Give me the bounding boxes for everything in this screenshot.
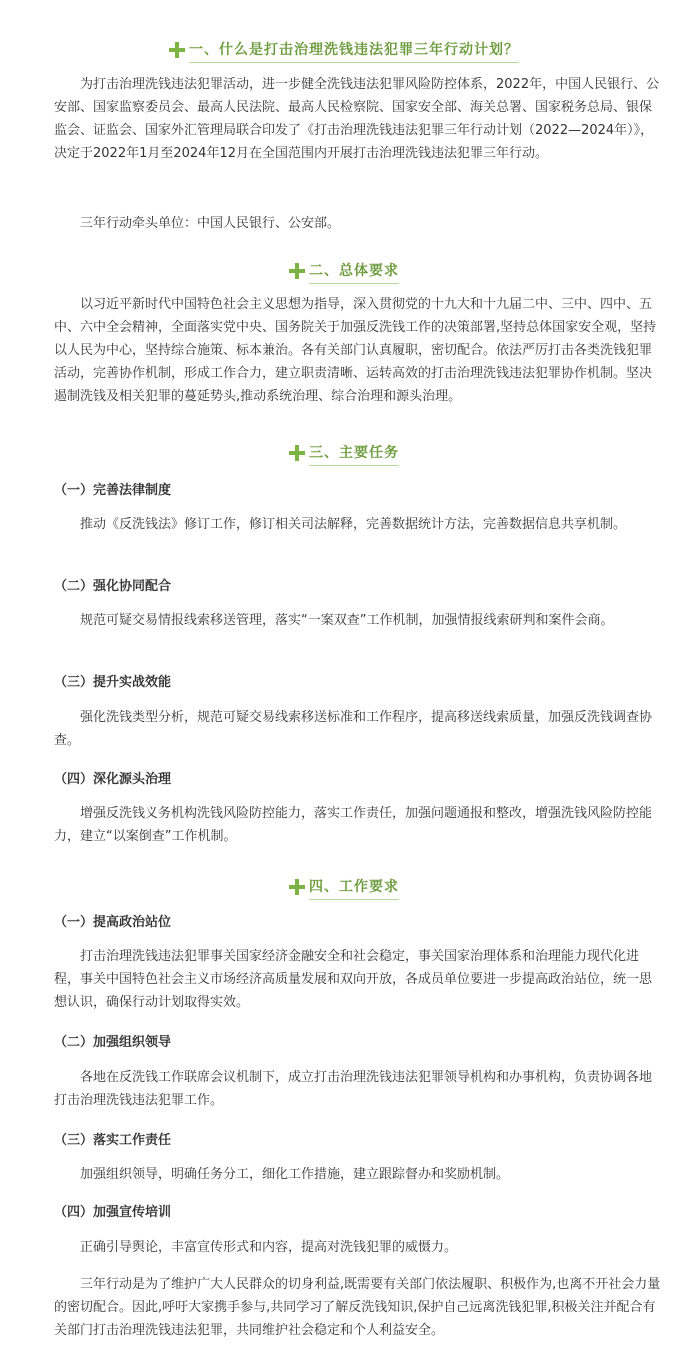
section-heading-text: 一、什么是打击治理洗钱违法犯罪三年行动计划？ <box>189 42 519 58</box>
plus-icon <box>289 445 305 461</box>
plus-icon <box>289 879 305 895</box>
subheading: （三）落实工作责任 <box>54 1133 172 1148</box>
subheading: （一）完善法律制度 <box>54 483 172 498</box>
subheading: （四）加强宣传培训 <box>54 1205 172 1220</box>
subheading: （一）提高政治站位 <box>54 915 172 930</box>
section-heading-text: 二、总体要求 <box>309 263 399 279</box>
section-heading-text: 三、主要任务 <box>309 445 399 461</box>
paragraph: 规范可疑交易情报线索移送管理，落实“一案双查”工作机制，加强情报线索研判和案件会商。 <box>80 613 614 628</box>
paragraph: 为打击治理洗钱违法犯罪活动，进一步健全洗钱违法犯罪风险防控体系，2022年，中国人民银行、公安部、国家监察委员会、最高人民法院、最高人民检察院、国家安全部、海关总署、国家税务总局、银保监会、证监会、国家外汇管理局联合印发了《打击治理洗钱违法犯罪三年行动计划（2022—2024年）》，决定于2022年1月至2024年12月在全国范围内开展打击治理洗钱违法犯罪三年行动。 <box>54 77 660 161</box>
section-heading-4 <box>0 877 688 901</box>
plus-icon <box>289 263 305 279</box>
paragraph: 三年行动牵头单位：中国人民银行、公安部。 <box>80 216 341 231</box>
section-heading-2 <box>0 261 688 285</box>
section-heading-text: 四、工作要求 <box>309 879 399 895</box>
subheading: （四）深化源头治理 <box>54 772 172 787</box>
subheading: （二）强化协同配合 <box>54 579 172 594</box>
paragraph: 正确引导舆论，丰富宣传形式和内容，提高对洗钱犯罪的威慑力。 <box>80 1240 458 1255</box>
closing-paragraph: 三年行动是为了维护广大人民群众的切身利益,既需要有关部门依法履职、积极作为,也离不开社会力量的密切配合。因此,呼吁大家携手参与,共同学习了解反洗钱知识,保护自己远离洗钱犯罪,积极关注并配合有关部门打击治理洗钱违法犯罪，共同维护社会稳定和个人利益安全。 <box>54 1277 661 1338</box>
plus-icon <box>169 42 185 58</box>
paragraph: 增强反洗钱义务机构洗钱风险防控能力，落实工作责任，加强问题通报和整改，增强洗钱风险防控能力，建立“以案倒查”工作机制。 <box>54 806 653 844</box>
paragraph: 推动《反洗钱法》修订工作，修订相关司法解释，完善数据统计方法，完善数据信息共享机制。 <box>80 517 627 532</box>
subheading: （三）提升实战效能 <box>54 675 172 690</box>
section-heading-3 <box>0 443 688 467</box>
paragraph: 打击治理洗钱违法犯罪事关国家经济金融安全和社会稳定，事关国家治理体系和治理能力现代化进程，事关中国特色社会主义市场经济高质量发展和双向开放，各成员单位要进一步提高政治站位，统一思想认识，确保行动计划取得实效。 <box>54 949 653 1010</box>
paragraph: 各地在反洗钱工作联席会议机制下，成立打击治理洗钱违法犯罪领导机构和办事机构，负责协调各地打击治理洗钱违法犯罪工作。 <box>54 1070 653 1108</box>
subheading: （二）加强组织领导 <box>54 1035 172 1050</box>
paragraph: 以习近平新时代中国特色社会主义思想为指导，深入贯彻党的十九大和十九届二中、三中、四中、五中、六中全会精神，全面落实党中央、国务院关于加强反洗钱工作的决策部署,坚持总体国家安全观，坚持以人民为中心，坚持综合施策、标本兼治。各有关部门认真履职，密切配合。依法严厉打击各类洗钱犯罪活动，完善协作机制，形成工作合力，建立职责清晰、运转高效的打击治理洗钱违法犯罪协作机制。坚决遏制洗钱及相关犯罪的蔓延势头,推动系统治理、综合治理和源头治理。 <box>54 297 657 404</box>
section-heading-1 <box>0 40 688 64</box>
paragraph: 加强组织领导，明确任务分工，细化工作措施，建立跟踪督办和奖励机制。 <box>80 1167 510 1182</box>
paragraph: 强化洗钱类型分析，规范可疑交易线索移送标准和工作程序，提高移送线索质量，加强反洗钱调查协查。 <box>54 710 653 748</box>
